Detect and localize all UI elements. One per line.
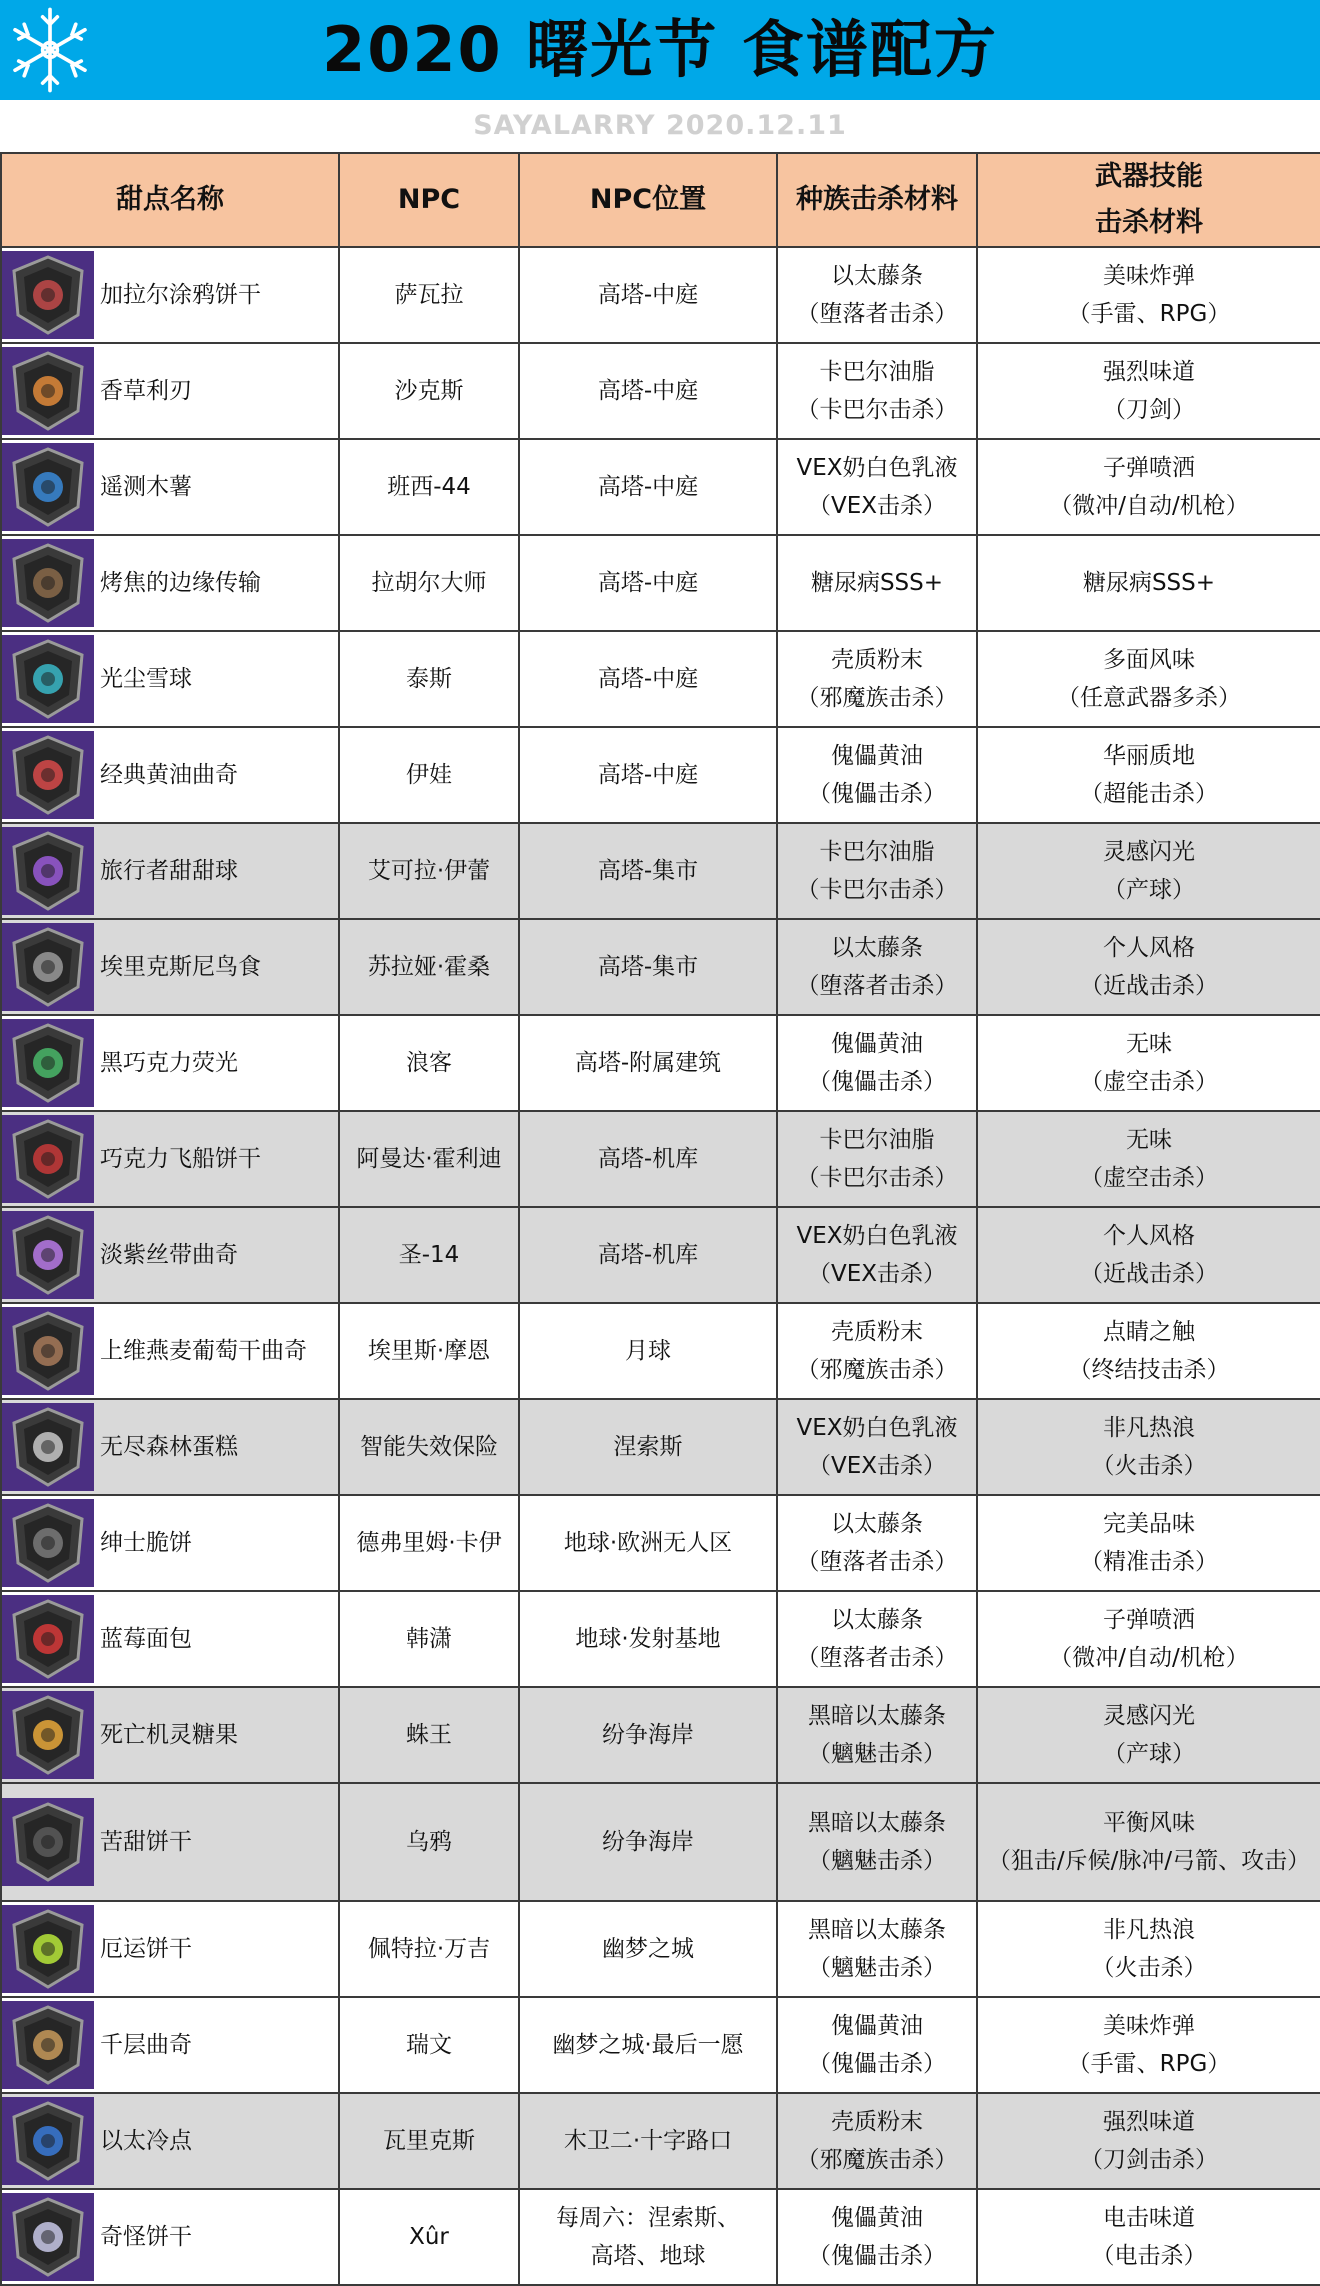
race-material-cell (777, 1495, 977, 1591)
race-material-source: （VEX击杀） (807, 1261, 947, 1287)
page-title: 2020 曙光节 食谱配方 (322, 13, 998, 86)
dessert-cell (1, 1015, 339, 1111)
weapon-material-source: （终结技击杀） (1068, 1357, 1230, 1383)
table-row (1, 919, 1320, 1015)
traveler-icon (2, 827, 94, 915)
weapon-material-name: 灵感闪光 (1103, 839, 1195, 865)
weapon-material-name: 平衡风味 (1103, 1810, 1195, 1836)
table-row (1, 247, 1320, 343)
table-row (1, 1901, 1320, 1997)
dark-chocolate-icon (2, 1019, 94, 1107)
table-row (1, 823, 1320, 919)
race-material-name: 壳质粉末 (831, 2109, 923, 2135)
table-row (1, 1399, 1320, 1495)
race-material-name: 以太藤条 (831, 1511, 923, 1537)
weapon-material-name: 非凡热浪 (1103, 1917, 1195, 1943)
location-line1: 涅索斯 (613, 1434, 683, 1460)
race-material-name: 以太藤条 (831, 935, 923, 961)
dessert-name: 埃里克斯尼鸟食 (100, 954, 261, 980)
weapon-material-source: （手雷、RPG） (1067, 2051, 1231, 2077)
weapon-material-name: 华丽质地 (1103, 743, 1195, 769)
location-cell (519, 1495, 777, 1591)
ribbon-cookie-icon (2, 1211, 94, 1299)
race-material-name: 壳质粉末 (831, 647, 923, 673)
npc-cell: 瑞文 (339, 1997, 519, 2093)
dessert-cell (1, 1495, 339, 1591)
dessert-cell (1, 1997, 339, 2093)
weapon-material-cell (977, 1901, 1320, 1997)
dessert-cell (1, 1207, 339, 1303)
race-material-cell (777, 439, 977, 535)
location-cell (519, 919, 777, 1015)
gentleman-icon (2, 1499, 94, 1587)
location-line1: 高塔-集市 (597, 954, 699, 980)
weapon-material-source: （产球） (1103, 877, 1195, 903)
weapon-material-name: 无味 (1126, 1127, 1172, 1153)
weapon-material-cell (977, 823, 1320, 919)
npc-cell: 泰斯 (339, 631, 519, 727)
location-cell (519, 1783, 777, 1901)
race-material-name: 卡巴尔油脂 (819, 359, 935, 385)
weapon-material-source: （微冲/自动/机枪） (1049, 1645, 1249, 1671)
weapon-material-source: （刀剑） (1103, 397, 1195, 423)
weapon-material-source: （微冲/自动/机枪） (1049, 493, 1249, 519)
dessert-cell (1, 823, 339, 919)
race-material-cell (777, 247, 977, 343)
race-material-source: （卡巴尔击杀） (796, 877, 958, 903)
npc-cell: 班西-44 (339, 439, 519, 535)
ship-cookie-icon (2, 1115, 94, 1203)
table-row (1, 1591, 1320, 1687)
recipe-table (0, 152, 1320, 2286)
location-line1: 幽梦之城 (602, 1936, 694, 1962)
dessert-name: 旅行者甜甜球 (100, 858, 238, 884)
weapon-material-cell (977, 1207, 1320, 1303)
title-banner (0, 0, 1320, 100)
npc-cell: 萨瓦拉 (339, 247, 519, 343)
location-cell (519, 439, 777, 535)
weapon-material-name: 强烈味道 (1103, 359, 1195, 385)
location-cell (519, 631, 777, 727)
dessert-name: 奇怪饼干 (100, 2224, 192, 2250)
weapon-material-name: 强烈味道 (1103, 2109, 1195, 2135)
race-material-source: （傀儡击杀） (808, 2243, 946, 2269)
race-material-name: 以太藤条 (831, 1607, 923, 1633)
location-line1: 幽梦之城·最后一愿 (552, 2032, 744, 2058)
dessert-name: 香草利刃 (100, 378, 192, 404)
race-material-name: 傀儡黄油 (831, 2013, 923, 2039)
weapon-material-source: （超能击杀） (1080, 781, 1218, 807)
weapon-material-source: （近战击杀） (1080, 1261, 1218, 1287)
location-line1: 高塔-中庭 (597, 474, 699, 500)
header-npc: NPC (339, 153, 519, 247)
header-weapon-line2: 击杀材料 (1095, 207, 1203, 238)
race-material-cell (777, 343, 977, 439)
weapon-material-source: （虚空击杀） (1080, 1165, 1218, 1191)
edge-transit-icon (2, 539, 94, 627)
table-row (1, 535, 1320, 631)
npc-cell: 乌鸦 (339, 1783, 519, 1901)
race-material-name: 卡巴尔油脂 (819, 1127, 935, 1153)
weapon-material-name: 子弹喷洒 (1103, 455, 1195, 481)
strange-cookie-icon (2, 2193, 94, 2281)
location-line1: 高塔-集市 (597, 858, 699, 884)
npc-cell: 瓦里克斯 (339, 2093, 519, 2189)
race-material-source: （傀儡击杀） (808, 2051, 946, 2077)
race-material-source: （魑魅击杀） (808, 1848, 946, 1874)
table-row (1, 1687, 1320, 1783)
race-material-source: （VEX击杀） (807, 493, 947, 519)
weapon-material-source: （虚空击杀） (1080, 1069, 1218, 1095)
weapon-material-source: （电击杀） (1091, 2243, 1207, 2269)
weapon-material-name: 完美品味 (1103, 1511, 1195, 1537)
race-material-cell (777, 1303, 977, 1399)
dessert-cell (1, 343, 339, 439)
dessert-name: 无尽森林蛋糕 (100, 1434, 238, 1460)
dessert-name: 黑巧克力荧光 (100, 1050, 238, 1076)
race-material-source: （堕落者击杀） (796, 301, 958, 327)
location-line1: 纷争海岸 (602, 1722, 694, 1748)
location-cell (519, 2189, 777, 2285)
weapon-material-cell (977, 1111, 1320, 1207)
npc-cell: 沙克斯 (339, 343, 519, 439)
race-material-name: 黑暗以太藤条 (808, 1917, 946, 1943)
location-cell (519, 1687, 777, 1783)
dessert-cell (1, 2093, 339, 2189)
weapon-material-source: （任意武器多杀） (1057, 685, 1241, 711)
dessert-cell (1, 247, 339, 343)
race-material-source: （堕落者击杀） (796, 973, 958, 999)
table-row (1, 1495, 1320, 1591)
dessert-name: 巧克力飞船饼干 (100, 1146, 261, 1172)
npc-cell: 拉胡尔大师 (339, 535, 519, 631)
dessert-name: 遥测木薯 (100, 474, 192, 500)
weapon-material-cell (977, 919, 1320, 1015)
dessert-cell (1, 727, 339, 823)
author-watermark: SAYALARRY 2020.12.11 (473, 110, 847, 141)
race-material-name: 黑暗以太藤条 (808, 1703, 946, 1729)
location-cell (519, 727, 777, 823)
location-line1: 地球·欧洲无人区 (563, 1530, 733, 1556)
location-cell (519, 1901, 777, 1997)
race-material-cell (777, 631, 977, 727)
header-weapon-material (977, 153, 1320, 247)
location-line1: 高塔-附属建筑 (574, 1050, 722, 1076)
forest-cake-icon (2, 1403, 94, 1491)
race-material-name: 傀儡黄油 (831, 1031, 923, 1057)
npc-cell: 佩特拉·万吉 (339, 1901, 519, 1997)
dessert-name: 厄运饼干 (100, 1936, 192, 1962)
location-cell (519, 535, 777, 631)
weapon-material-source: （精准击杀） (1080, 1549, 1218, 1575)
recipe-rows (1, 247, 1320, 2285)
table-row (1, 1997, 1320, 2093)
header-weapon-line1: 武器技能 (1095, 161, 1203, 192)
location-cell (519, 343, 777, 439)
dessert-name: 蓝莓面包 (100, 1626, 192, 1652)
dessert-cell (1, 1591, 339, 1687)
dessert-cell (1, 535, 339, 631)
table-row (1, 2093, 1320, 2189)
table-row (1, 1111, 1320, 1207)
npc-cell: 伊娃 (339, 727, 519, 823)
race-material-cell (777, 1111, 977, 1207)
weapon-material-cell (977, 727, 1320, 823)
race-material-name: 卡巴尔油脂 (819, 839, 935, 865)
npc-cell: 埃里斯·摩恩 (339, 1303, 519, 1399)
weapon-material-source: （手雷、RPG） (1067, 301, 1231, 327)
dessert-cell (1, 1303, 339, 1399)
weapon-material-cell (977, 535, 1320, 631)
weapon-material-name: 非凡热浪 (1103, 1415, 1195, 1441)
location-cell (519, 1591, 777, 1687)
location-line1: 纷争海岸 (602, 1829, 694, 1855)
weapon-material-name: 糖尿病SSS+ (1082, 570, 1216, 596)
table-row (1, 439, 1320, 535)
weapon-material-source: （狙击/斥候/脉冲/弓箭、攻击） (987, 1848, 1311, 1874)
header-dessert-name: 甜点名称 (1, 153, 339, 247)
location-line1: 高塔-中庭 (597, 282, 699, 308)
race-material-cell (777, 1399, 977, 1495)
race-material-source: （傀儡击杀） (808, 1069, 946, 1095)
location-cell (519, 1303, 777, 1399)
blade-icon (2, 347, 94, 435)
npc-cell: 苏拉娅·霍桑 (339, 919, 519, 1015)
npc-cell: 圣-14 (339, 1207, 519, 1303)
weapon-material-cell (977, 1997, 1320, 2093)
race-material-source: （魑魅击杀） (808, 1955, 946, 1981)
table-row (1, 1303, 1320, 1399)
race-material-cell (777, 535, 977, 631)
weapon-material-cell (977, 1495, 1320, 1591)
race-material-cell (777, 1687, 977, 1783)
bittersweet-icon (2, 1798, 94, 1886)
race-material-name: VEX奶白色乳液 (796, 1223, 958, 1249)
location-line1: 地球·发射基地 (575, 1626, 721, 1652)
race-material-source: （卡巴尔击杀） (796, 1165, 958, 1191)
dessert-cell (1, 1111, 339, 1207)
layer-cookie-icon (2, 2001, 94, 2089)
dessert-cell (1, 1901, 339, 1997)
weapon-material-cell (977, 2093, 1320, 2189)
weapon-material-name: 个人风格 (1103, 935, 1195, 961)
dessert-cell (1, 1783, 339, 1901)
weapon-material-name: 美味炸弹 (1103, 263, 1195, 289)
weapon-material-name: 子弹喷洒 (1103, 1607, 1195, 1633)
dessert-name: 上维燕麦葡萄干曲奇 (100, 1338, 307, 1364)
location-line1: 每周六：涅索斯、 (556, 2205, 740, 2231)
weapon-material-name: 无味 (1126, 1031, 1172, 1057)
table-row (1, 1783, 1320, 1901)
dessert-name: 千层曲奇 (100, 2032, 192, 2058)
weapon-material-name: 电击味道 (1103, 2205, 1195, 2231)
header-npc-location: NPC位置 (519, 153, 777, 247)
dessert-cell (1, 1687, 339, 1783)
weapon-material-source: （近战击杀） (1080, 973, 1218, 999)
location-cell (519, 247, 777, 343)
race-material-source: （傀儡击杀） (808, 781, 946, 807)
race-material-source: （邪魔族击杀） (796, 2147, 958, 2173)
race-material-name: 壳质粉末 (831, 1319, 923, 1345)
raven-cookie-icon (2, 251, 94, 339)
race-material-source: （邪魔族击杀） (796, 685, 958, 711)
weapon-material-name: 灵感闪光 (1103, 1703, 1195, 1729)
doom-cookie-icon (2, 1905, 94, 1993)
dessert-cell (1, 919, 339, 1015)
npc-cell: 韩潇 (339, 1591, 519, 1687)
weapon-material-cell (977, 1591, 1320, 1687)
location-line1: 高塔-中庭 (597, 666, 699, 692)
weapon-material-cell (977, 1015, 1320, 1111)
location-line2: 高塔、地球 (590, 2243, 706, 2269)
weapon-material-cell (977, 1399, 1320, 1495)
race-material-cell (777, 2093, 977, 2189)
npc-cell: 德弗里姆·卡伊 (339, 1495, 519, 1591)
oatmeal-cookie-icon (2, 1307, 94, 1395)
location-cell (519, 2093, 777, 2189)
race-material-cell (777, 1207, 977, 1303)
dessert-name: 绅士脆饼 (100, 1530, 192, 1556)
dessert-name: 烤焦的边缘传输 (100, 570, 261, 596)
table-row (1, 1015, 1320, 1111)
weapon-material-source: （刀剑击杀） (1080, 2147, 1218, 2173)
candy-icon (2, 1691, 94, 1779)
header-race-material: 种族击杀材料 (777, 153, 977, 247)
dessert-cell (1, 1399, 339, 1495)
npc-cell: 蛛王 (339, 1687, 519, 1783)
race-material-name: VEX奶白色乳液 (796, 455, 958, 481)
race-material-cell (777, 823, 977, 919)
race-material-cell (777, 919, 977, 1015)
dessert-name: 死亡机灵糖果 (100, 1722, 238, 1748)
location-line1: 高塔-中庭 (597, 570, 699, 596)
weapon-material-cell (977, 631, 1320, 727)
dessert-name: 光尘雪球 (100, 666, 192, 692)
table-row (1, 1207, 1320, 1303)
bird-seed-icon (2, 923, 94, 1011)
table-header-row (1, 153, 1320, 247)
table-row (1, 727, 1320, 823)
npc-cell: 浪客 (339, 1015, 519, 1111)
dessert-name: 加拉尔涂鸦饼干 (100, 282, 261, 308)
location-line1: 高塔-机库 (597, 1242, 699, 1268)
weapon-material-name: 个人风格 (1103, 1223, 1195, 1249)
race-material-source: （堕落者击杀） (796, 1645, 958, 1671)
weapon-material-name: 点睛之触 (1103, 1319, 1195, 1345)
weapon-material-cell (977, 1303, 1320, 1399)
location-line1: 高塔-中庭 (597, 378, 699, 404)
weapon-material-cell (977, 2189, 1320, 2285)
race-material-cell (777, 1591, 977, 1687)
race-material-source: （VEX击杀） (807, 1453, 947, 1479)
dessert-cell (1, 631, 339, 727)
weapon-material-source: （火击杀） (1091, 1955, 1207, 1981)
dessert-name: 经典黄油曲奇 (100, 762, 238, 788)
npc-cell: 阿曼达·霍利迪 (339, 1111, 519, 1207)
race-material-name: 以太藤条 (831, 263, 923, 289)
npc-cell: Xûr (339, 2189, 519, 2285)
location-line1: 高塔-机库 (597, 1146, 699, 1172)
weapon-material-cell (977, 439, 1320, 535)
weapon-material-source: （产球） (1103, 1741, 1195, 1767)
location-cell (519, 823, 777, 919)
weapon-material-source: （火击杀） (1091, 1453, 1207, 1479)
weapon-material-cell (977, 1687, 1320, 1783)
table-row (1, 2189, 1320, 2285)
location-cell (519, 1111, 777, 1207)
race-material-source: （魑魅击杀） (808, 1741, 946, 1767)
race-material-name: VEX奶白色乳液 (796, 1415, 958, 1441)
location-line1: 木卫二·十字路口 (563, 2128, 733, 2154)
dessert-name: 淡紫丝带曲奇 (100, 1242, 238, 1268)
table-row (1, 343, 1320, 439)
butter-cookie-icon (2, 731, 94, 819)
race-material-name: 黑暗以太藤条 (808, 1810, 946, 1836)
dessert-cell (1, 2189, 339, 2285)
weapon-material-name: 多面风味 (1103, 647, 1195, 673)
location-cell (519, 1015, 777, 1111)
location-cell (519, 1207, 777, 1303)
dessert-cell (1, 439, 339, 535)
race-material-cell (777, 1783, 977, 1901)
race-material-cell (777, 1997, 977, 2093)
race-material-source: （卡巴尔击杀） (796, 397, 958, 423)
weapon-material-cell (977, 343, 1320, 439)
weapon-material-cell (977, 1783, 1320, 1901)
race-material-name: 糖尿病SSS+ (810, 570, 944, 596)
weapon-material-name: 美味炸弹 (1103, 2013, 1195, 2039)
npc-cell: 艾可拉·伊蕾 (339, 823, 519, 919)
dessert-name: 以太冷点 (100, 2128, 192, 2154)
race-material-source: （邪魔族击杀） (796, 1357, 958, 1383)
dessert-name: 苦甜饼干 (100, 1829, 192, 1855)
race-material-cell (777, 727, 977, 823)
race-material-name: 傀儡黄油 (831, 743, 923, 769)
race-material-cell (777, 2189, 977, 2285)
table-row (1, 631, 1320, 727)
race-material-cell (777, 1015, 977, 1111)
npc-cell: 智能失效保险 (339, 1399, 519, 1495)
location-cell (519, 1399, 777, 1495)
race-material-name: 傀儡黄油 (831, 2205, 923, 2231)
ether-cold-icon (2, 2097, 94, 2185)
telemetry-icon (2, 443, 94, 531)
race-material-cell (777, 1901, 977, 1997)
race-material-source: （堕落者击杀） (796, 1549, 958, 1575)
weapon-material-cell (977, 247, 1320, 343)
blueberry-bread-icon (2, 1595, 94, 1683)
snowball-icon (2, 635, 94, 723)
location-line1: 月球 (625, 1338, 671, 1364)
location-line1: 高塔-中庭 (597, 762, 699, 788)
location-cell (519, 1997, 777, 2093)
